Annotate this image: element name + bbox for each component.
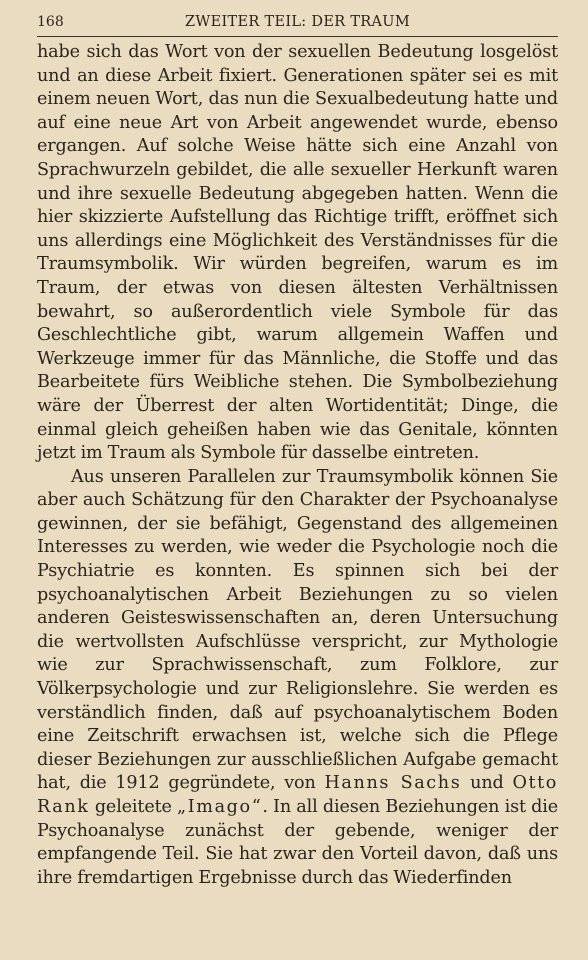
paragraph-2-text-b: geleitete xyxy=(89,797,178,817)
paragraph-2-text-c: . In all diesen Beziehungen ist die Psychoanalyse zunächst der gebende, weniger der empfangende Teil. Sie hat zwar den Vorteil davon, daß uns ihre fremdartigen Ergebnisse durch das Wiederfinden xyxy=(37,797,558,888)
paragraph-2 xyxy=(37,466,558,891)
paragraph-1-text: habe sich das Wort von der sexuellen Bedeutung losgelöst und an diese Arbeit fixiert. Generationen später sei es mit einem neuen Wort, das nun die Sexualbedeutung hatte und auf eine neue Art von Arbeit angewendet wurde, ebenso ergangen. Auf solche Weise hätte sich eine Anzahl von Sprachwurzeln gebildet, die alle sexueller Herkunft waren und ihre sexuelle Bedeutung abgegeben hatten. Wenn die hier skizzierte Aufstellung das Richtige trifft, eröffnet sich uns allerdings eine Möglichkeit des Verständnisses für die Traumsymbolik. Wir würden begreifen, warum es im Traum, der etwas von diesen ältesten Verhältnissen bewahrt, so außerordentlich viele Symbole für das Geschlechtliche gibt, warum allgemein Waffen und Werkzeuge immer für das Männliche, die Stoffe und das Bearbeitete fürs Weibliche stehen. Die Symbolbeziehung wäre der Überrest der alten Wortidentität; Dinge, die einmal gleich geheißen haben wie das Genitale, könnten jetzt im Traum als Symbole für dasselbe eintreten. xyxy=(37,42,558,464)
author-name-rank: Otto Rank xyxy=(37,773,558,817)
running-head: ZWEITER TEIL: DER TRAUM xyxy=(185,14,410,30)
page-number: 168 xyxy=(37,14,64,30)
body-text xyxy=(37,41,558,890)
paragraph-1 xyxy=(37,41,558,466)
page-header xyxy=(37,14,558,37)
author-name-sachs: Hanns Sachs xyxy=(324,773,462,794)
paragraph-2-joiner: und xyxy=(461,773,513,794)
paragraph-2-text-a: Aus unseren Parallelen zur Traumsymbolik können Sie aber auch Schätzung für den Charakter der Psychoanalyse gewinnen, der sie befähigt, Gegenstand des allgemeinen Interesses zu werden, wie weder die Psychologie noch die Psychiatrie es konnten. Es spinnen sich bei der psychoanalytischen Arbeit Beziehungen zu so vielen anderen Geisteswissenschaften an, deren Untersuchung die wertvollsten Aufschlüsse verspricht, zur Mythologie wie zur Sprachwissenschaft, zum Folklore, zur Völkerpsychologie und zur Religionslehre. Sie werden es verständlich finden, daß auf psychoanalytischem Boden eine Zeitschrift erwachsen ist, welche sich die Pflege dieser Beziehungen zur ausschließlichen Aufgabe gemacht hat, die 1912 gegründete, von xyxy=(37,466,558,794)
journal-title-imago: „Imago“ xyxy=(177,797,263,817)
